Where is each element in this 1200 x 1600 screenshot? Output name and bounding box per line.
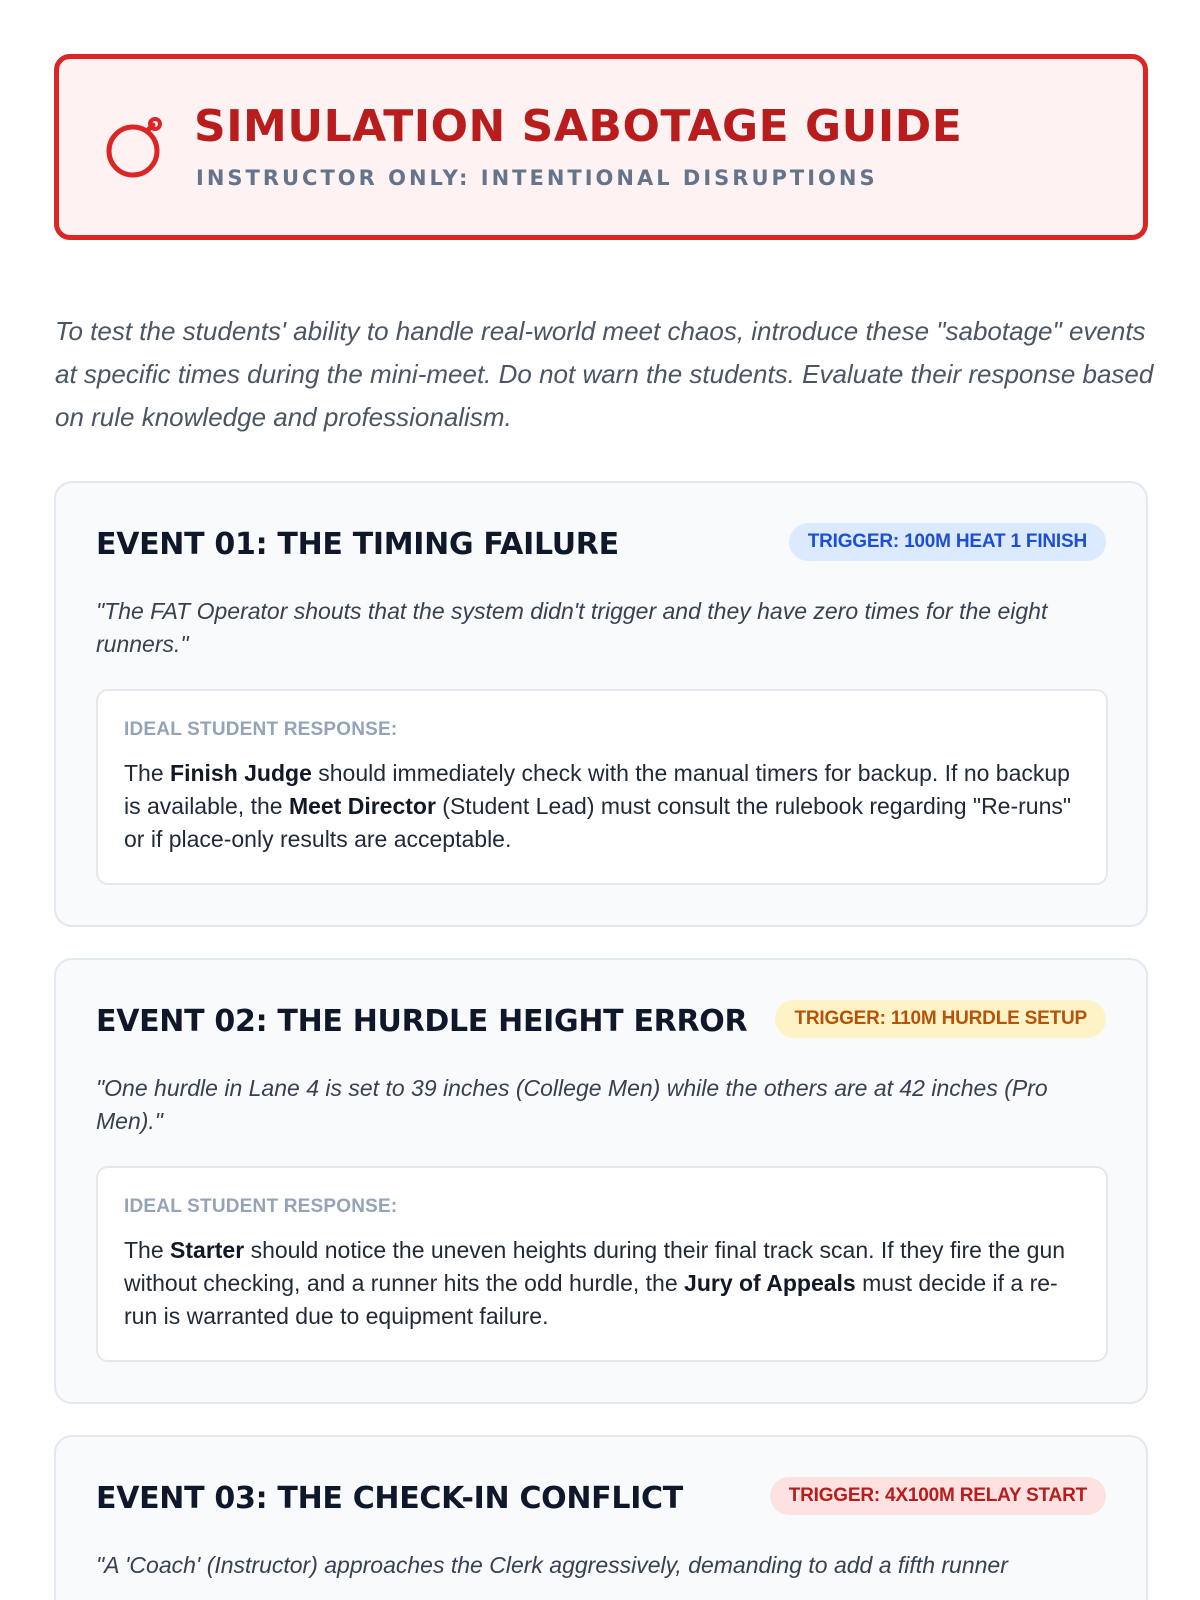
trigger-badge: TRIGGER: 110M HURDLE SETUP [775, 1000, 1106, 1038]
scenario-quote: "One hurdle in Lane 4 is set to 39 inches (College Men) while the others are at 42 inches (Pro Men)." [96, 1075, 1048, 1134]
event-title: EVENT 02: THE HURDLE HEIGHT ERROR [96, 1004, 748, 1039]
bomb-icon [103, 115, 169, 181]
role-starter: Starter [170, 1237, 245, 1263]
page-subtitle: INSTRUCTOR ONLY: INTENTIONAL DISRUPTIONS [196, 166, 878, 190]
page-title: SIMULATION SABOTAGE GUIDE [194, 101, 963, 152]
page-header [54, 54, 1148, 240]
response-label: IDEAL STUDENT RESPONSE: [124, 1196, 398, 1217]
response-text: The Finish Judge should immediately check with the manual timers for backup. If no backup is available, the Meet Director (Student Lead) must consult the rulebook regarding "Re-runs" or if place-only results are acceptable. [124, 760, 1072, 852]
role-finish-judge: Finish Judge [170, 760, 312, 786]
ideal-response-box [96, 1166, 1108, 1362]
trigger-badge: TRIGGER: 4X100M RELAY START [770, 1477, 1106, 1515]
event-card-02 [54, 958, 1148, 1404]
role-jury-of-appeals: Jury of Appeals [684, 1270, 856, 1296]
scenario-quote: "A 'Coach' (Instructor) approaches the Clerk aggressively, demanding to add a fifth runner [96, 1552, 1008, 1578]
trigger-badge: TRIGGER: 100M HEAT 1 FINISH [789, 523, 1106, 561]
role-meet-director: Meet Director [288, 793, 436, 819]
ideal-response-box [96, 689, 1108, 885]
event-title: EVENT 01: THE TIMING FAILURE [96, 527, 619, 562]
response-text: The Starter should notice the uneven heights during their final track scan. If they fire the gun without checking, and a runner hits the odd hurdle, the Jury of Appeals must decide if a re-run is warranted due to equipment failure. [124, 1237, 1066, 1329]
event-card-03 [54, 1435, 1148, 1600]
event-title: EVENT 03: THE CHECK-IN CONFLICT [96, 1481, 683, 1516]
scenario-quote: "The FAT Operator shouts that the system didn't trigger and they have zero times for the eight runners." [96, 598, 1048, 657]
event-card-01 [54, 481, 1148, 927]
intro-paragraph: To test the students' ability to handle real-world meet chaos, introduce these "sabotage" events at specific times during the mini-meet. Do not warn the students. Evaluate their response based on rule knowledge and professionalism. [55, 316, 1154, 432]
response-label: IDEAL STUDENT RESPONSE: [124, 719, 398, 740]
